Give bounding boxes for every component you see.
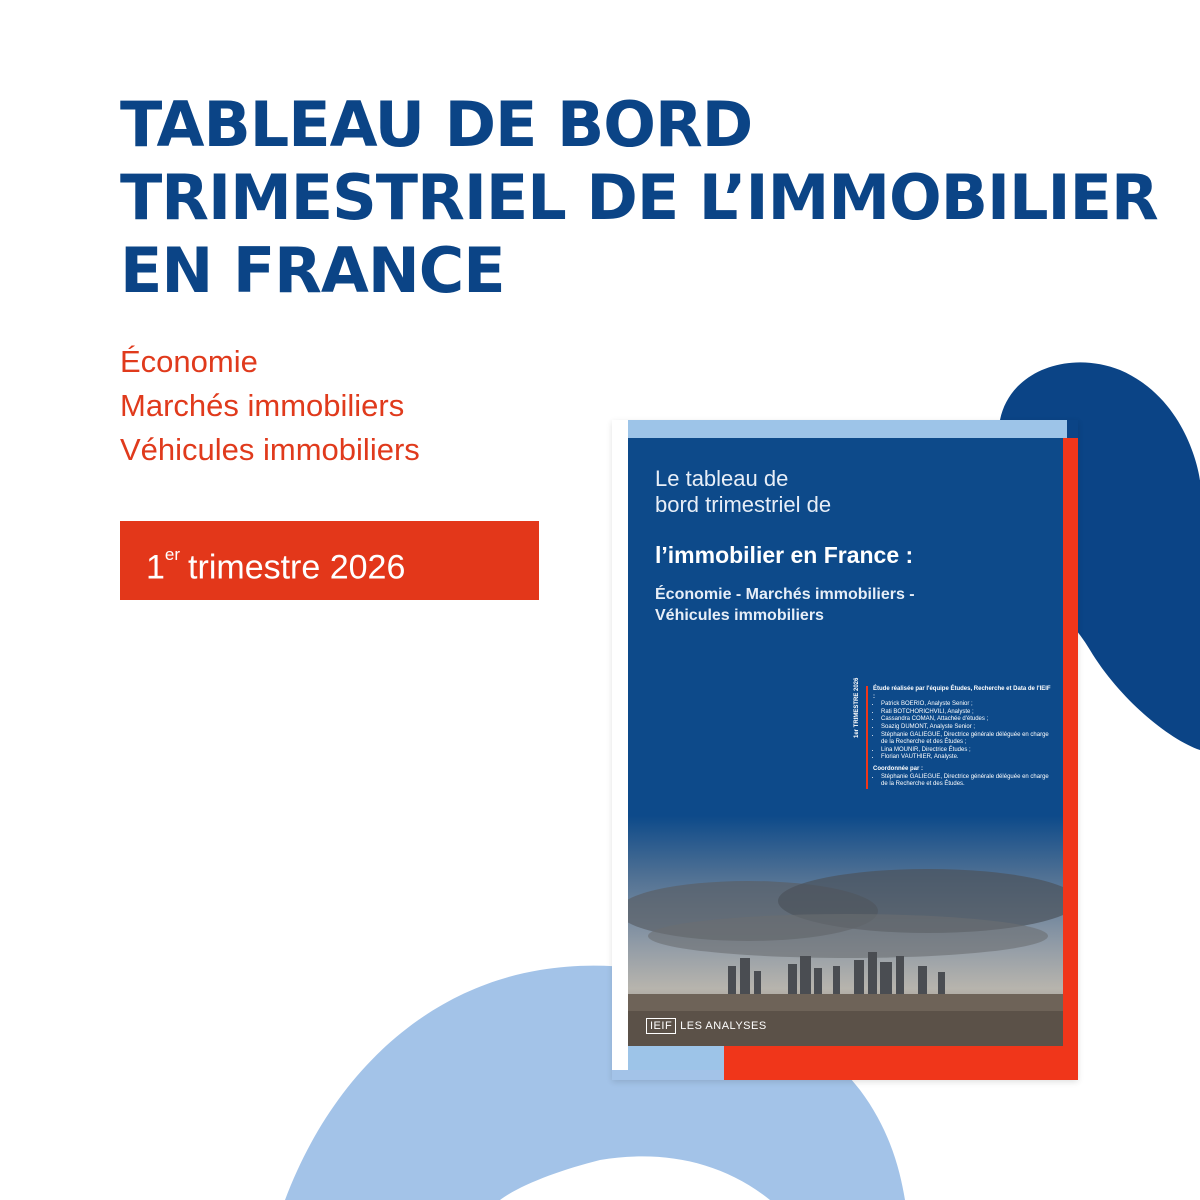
skyline-photo	[628, 816, 1063, 1046]
topic-item: Marchés immobiliers	[120, 388, 405, 423]
cover-heading	[655, 466, 831, 518]
cover-frame-white-strip	[612, 420, 628, 1070]
author-item: • Soazig DUMONT, Analyste Senior ;	[881, 724, 1053, 732]
quarter-text: trimestre 2026	[188, 548, 406, 587]
cover-vertical-label: 1er TRIMESTRE 2026	[854, 677, 860, 738]
cover-subheading	[655, 584, 915, 626]
cover-subheading-line-1: Économie - Marchés immobiliers -	[655, 586, 915, 603]
quarter-badge	[120, 521, 539, 600]
author-item: • Rati BOTCHORICHVILI, Analyste ;	[881, 709, 1053, 717]
authors-list	[873, 701, 1053, 762]
cover-subheading-line-2: Véhicules immobiliers	[655, 607, 824, 624]
author-item: • Florian VAUTHIER, Analyste.	[881, 754, 1053, 762]
quarter-number: 1	[146, 548, 165, 587]
topic-item: Économie	[120, 344, 258, 379]
credits-intro: Étude réalisée par l'équipe Études, Recherche et Data de l'IEIF :	[873, 686, 1051, 700]
title-line-1: TABLEAU DE BORD	[120, 88, 753, 161]
coordinator-item: • Stéphanie GALIEGUE, Directrice générale déléguée en charge de la Recherche et des Études.	[881, 774, 1053, 789]
cover-heading-bold: l’immobilier en France :	[655, 542, 914, 568]
logo-mark: IEIF	[646, 1018, 676, 1034]
topic-item: Véhicules immobiliers	[120, 432, 420, 467]
author-item: • Lina MOUNIR, Directrice Études ;	[881, 747, 1053, 755]
title-line-2: TRIMESTRIEL DE L’IMMOBILIER	[120, 161, 1158, 234]
coord-intro: Coordonnée par :	[873, 765, 924, 772]
title-line-3: EN FRANCE	[120, 234, 505, 307]
cover-panel	[628, 438, 1063, 1046]
cover-credits	[866, 686, 1053, 789]
author-item: • Patrick BOERIO, Analyste Senior ;	[881, 701, 1053, 709]
quarter-suffix: er	[164, 545, 181, 564]
logo-tagline: LES ANALYSES	[680, 1020, 767, 1032]
ieif-logo	[646, 1018, 767, 1034]
cover-heading-line-1: Le tableau de	[655, 466, 789, 491]
author-item: • Stéphanie GALIEGUE, Directrice générale déléguée en charge de la Recherche et des Études ;	[881, 732, 1053, 747]
coordinator-list	[873, 774, 1053, 789]
report-cover	[612, 420, 1078, 1080]
cover-heading-line-2: bord trimestriel de	[655, 492, 832, 517]
author-item: • Cassandra COMAN, Attachée d'études ;	[881, 716, 1053, 724]
topics-list	[120, 340, 420, 472]
page-title	[120, 88, 1158, 307]
